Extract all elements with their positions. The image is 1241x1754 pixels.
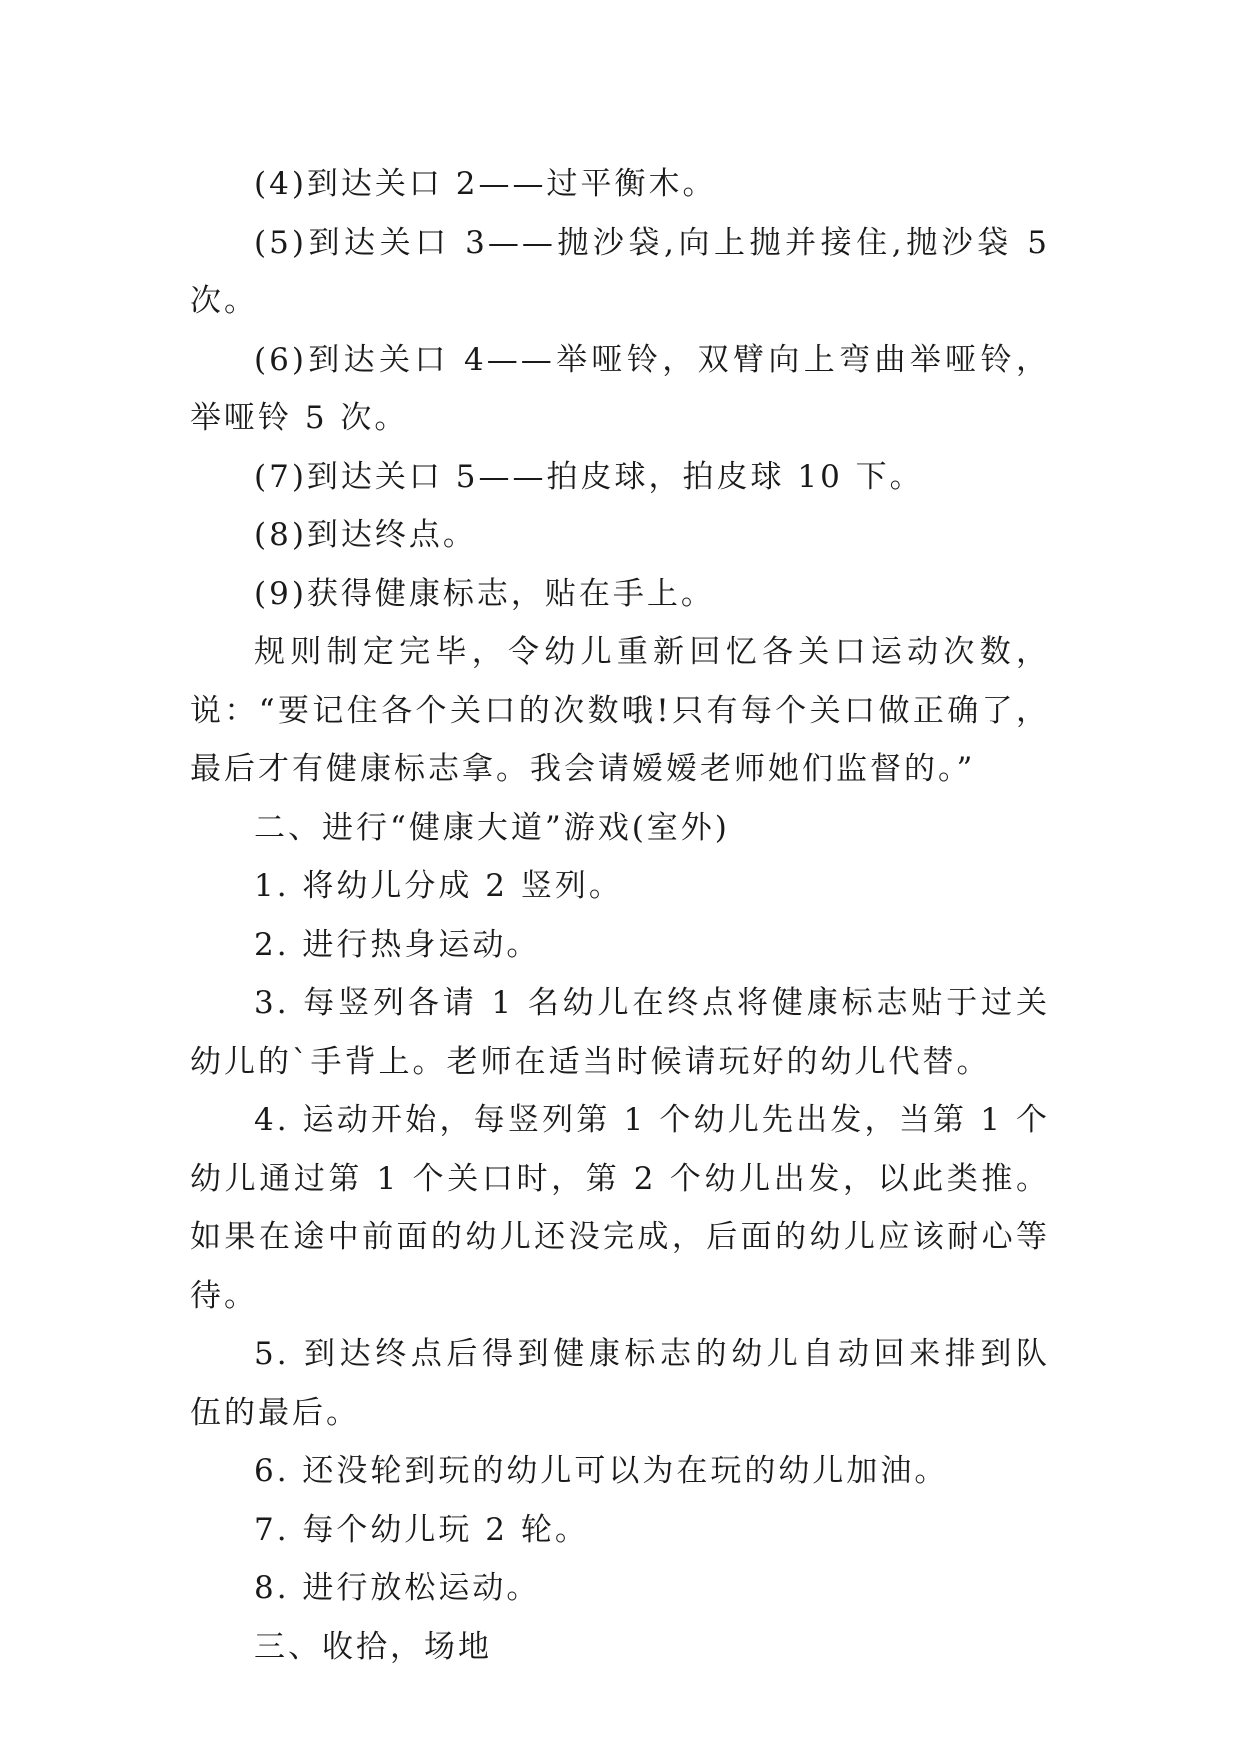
paragraph-step-7: (7)到达关口 5——拍皮球，拍皮球 10 下。: [254, 458, 924, 495]
list-item-6: 6. 还没轮到玩的幼儿可以为在玩的幼儿加油。: [254, 1453, 949, 1489]
paragraph-rules-summary: 规则制定完毕，令幼儿重新回忆各关口运动次数，说：“要记住各个关口的次数哦!只有每个关口做正确了，最后才有健康标志拿。我会请嫒嫒老师她们监督的。”: [190, 634, 1050, 787]
list-item-3: 3. 每竖列各请 1 名幼儿在终点将健康标志贴于过关幼儿的`手背上。老师在适当时候请玩好的幼儿代替。: [190, 985, 1050, 1080]
list-item-1: 1. 将幼儿分成 2 竖列。: [254, 868, 623, 904]
section-heading-3: 三、收拾，场地: [254, 1628, 492, 1665]
paragraph-step-9: (9)获得健康标志，贴在手上。: [254, 575, 715, 612]
paragraph-step-5: (5)到达关口 3——抛沙袋,向上抛并接住,抛沙袋 5 次。: [190, 224, 1050, 319]
paragraph-step-4: (4)到达关口 2——过平衡木。: [254, 166, 717, 202]
list-item-4: 4. 运动开始，每竖列第 1 个幼儿先出发，当第 1 个幼儿通过第 1 个关口时，第 2 个幼儿出发，以此类推。如果在途中前面的幼儿还没完成，后面的幼儿应该耐心等待。: [190, 1102, 1050, 1314]
section-heading-2: 二、进行“健康大道”游戏(室外): [254, 809, 730, 846]
list-item-8: 8. 进行放松运动。: [254, 1570, 541, 1606]
document-body: [190, 155, 1050, 1676]
paragraph-step-8: (8)到达终点。: [254, 517, 477, 553]
list-item-2: 2. 进行热身运动。: [254, 926, 541, 963]
list-item-7: 7. 每个幼儿玩 2 轮。: [254, 1511, 589, 1548]
list-item-5: 5. 到达终点后得到健康标志的幼儿自动回来排到队伍的最后。: [190, 1336, 1050, 1431]
paragraph-step-6: (6)到达关口 4——举哑铃，双臂向上弯曲举哑铃，举哑铃 5 次。: [190, 341, 1050, 436]
